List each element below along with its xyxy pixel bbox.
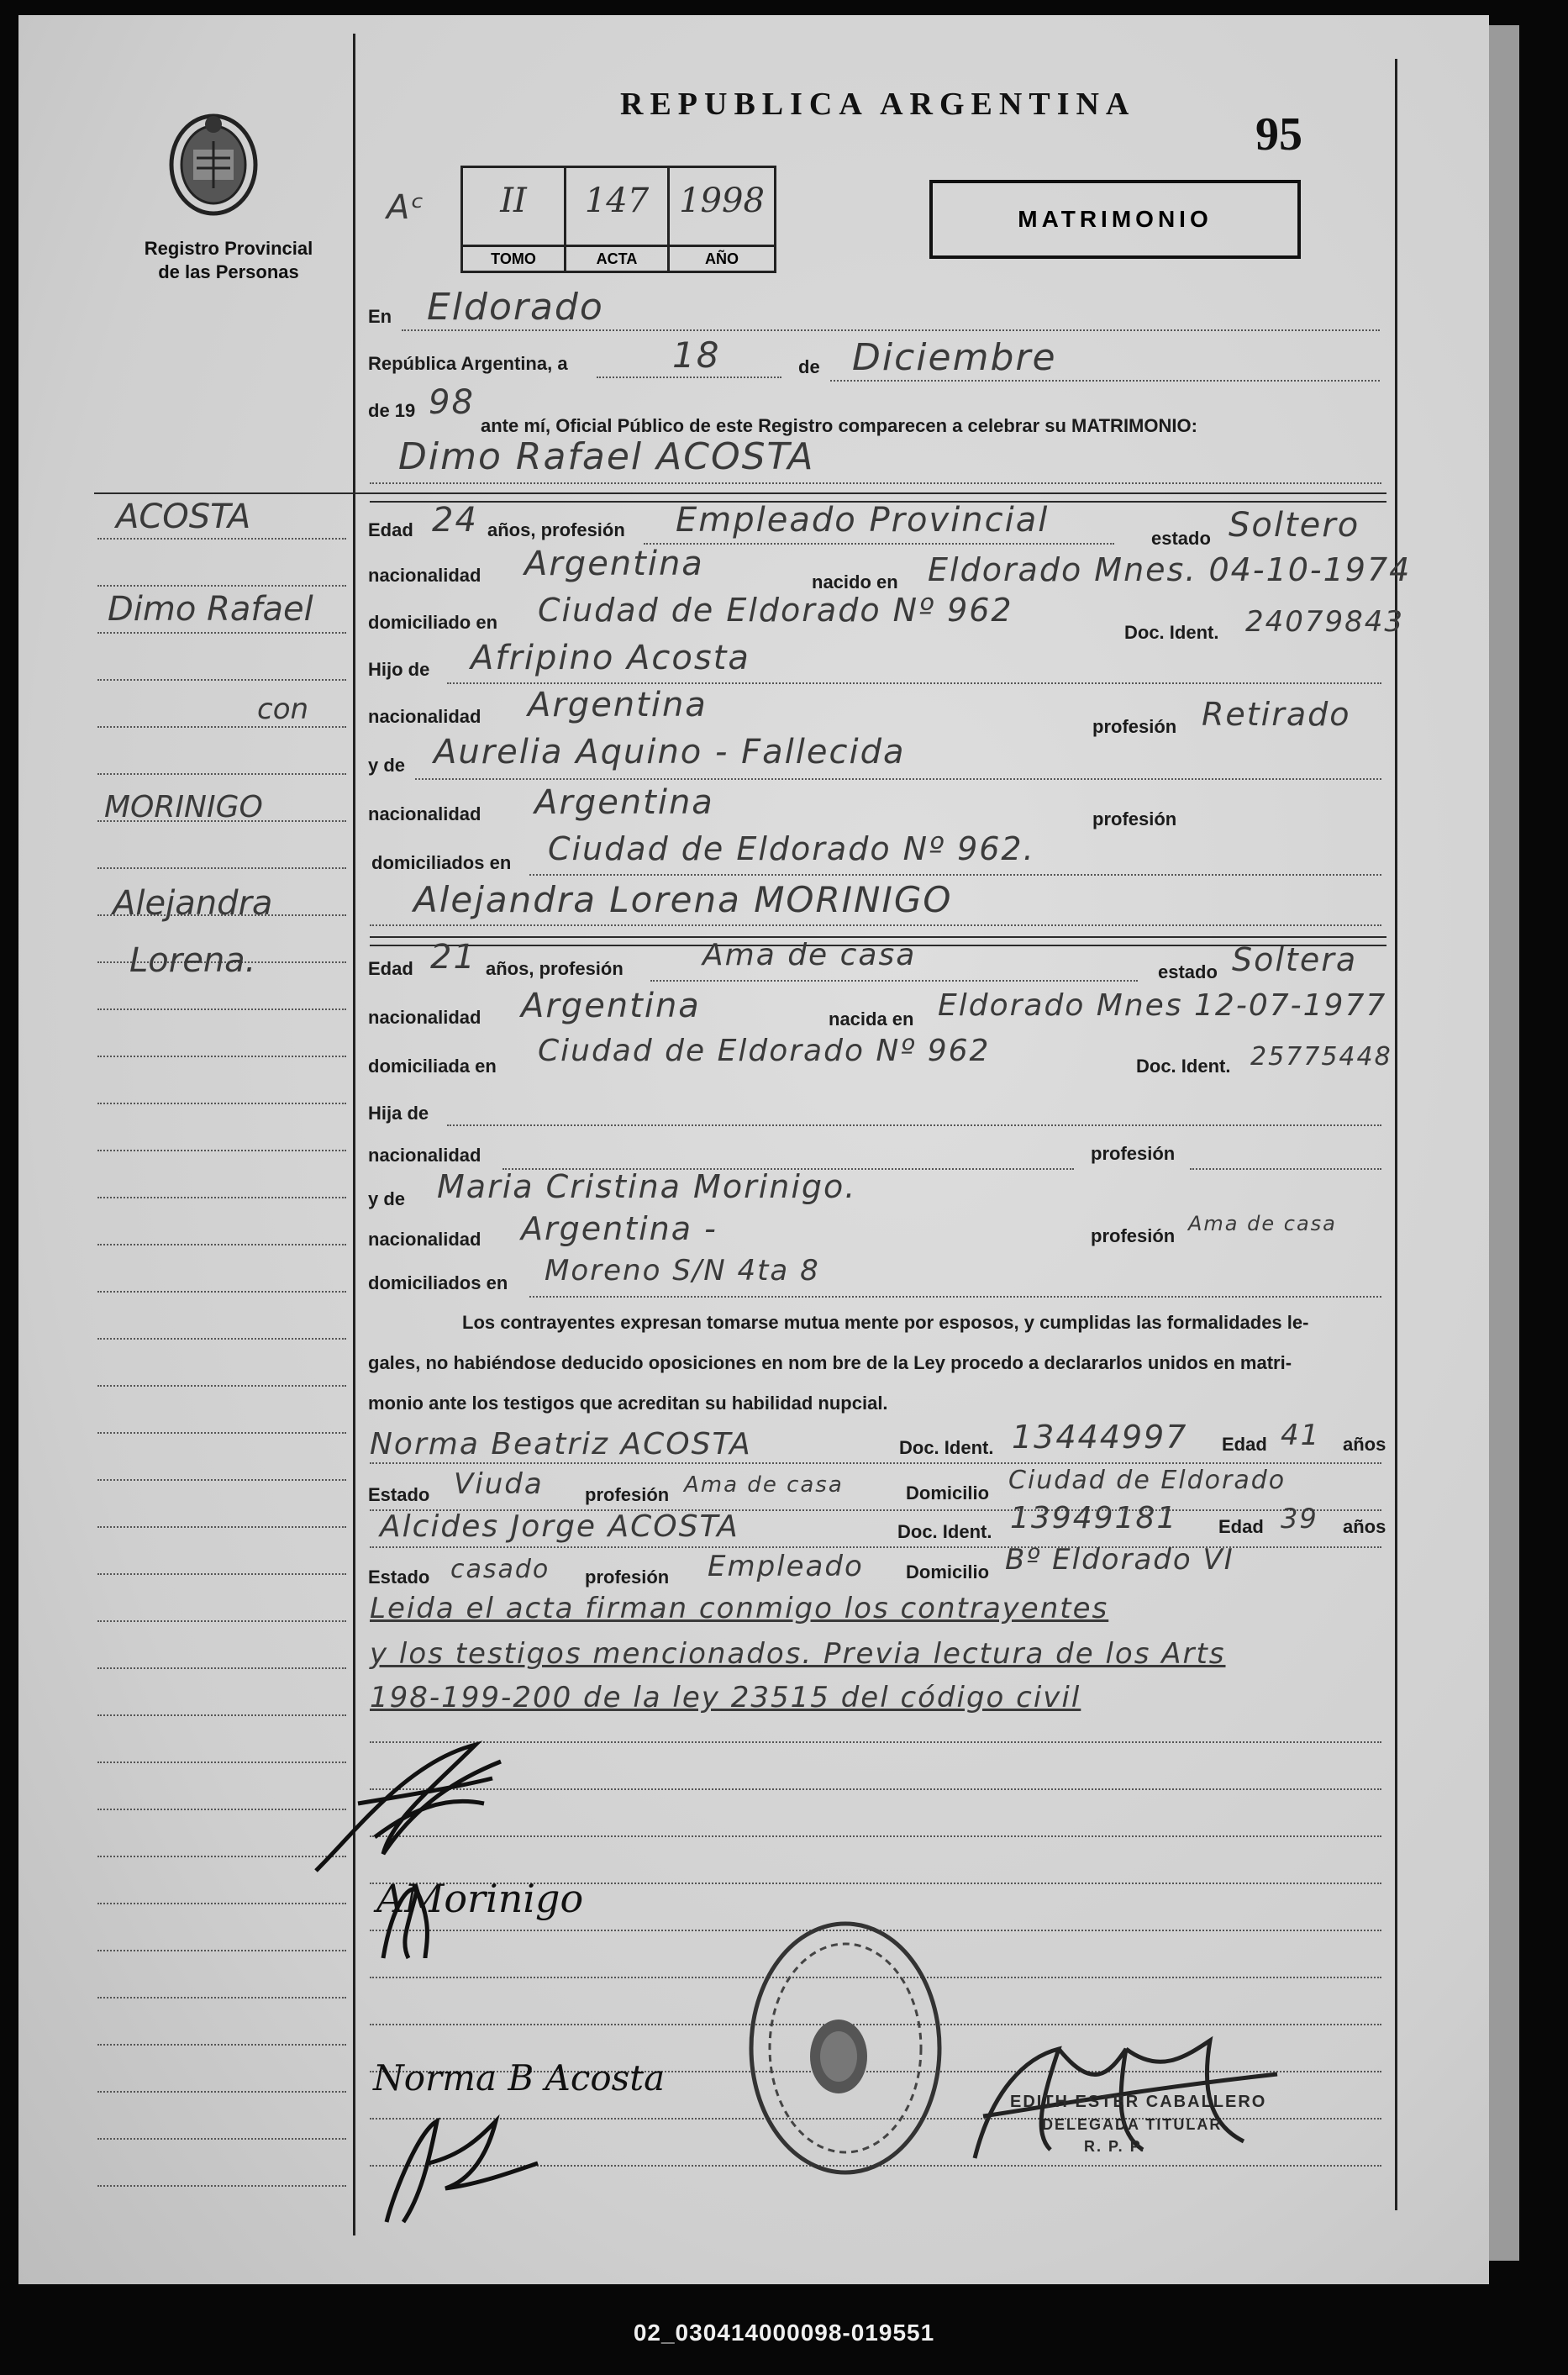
folio-number: 95 bbox=[1255, 108, 1302, 161]
officer-office: R. P. P. bbox=[1084, 2138, 1146, 2155]
ruled-line bbox=[370, 1741, 1381, 1743]
signature-witness-2 bbox=[370, 2104, 555, 2230]
s2-dom-label: domiciliada en bbox=[368, 1056, 497, 1077]
month-value: Diciembre bbox=[852, 336, 1057, 379]
tomo-label: TOMO bbox=[463, 245, 564, 271]
margin-given-2a: Alejandra bbox=[113, 884, 273, 923]
s2-mother-prof: Ama de casa bbox=[1188, 1212, 1337, 1235]
country-title: REPUBLICA ARGENTINA bbox=[620, 87, 1136, 122]
margin-ruled-line bbox=[97, 773, 346, 775]
w1-age: 41 bbox=[1281, 1419, 1321, 1452]
officer-title: DELEGADA TITULAR bbox=[1042, 2116, 1223, 2133]
margin-ruled-line bbox=[97, 1150, 346, 1151]
tomo-cell bbox=[463, 168, 566, 271]
w2-prof-label: profesión bbox=[585, 1567, 670, 1588]
section-divider bbox=[94, 492, 1386, 494]
s1-mother-prof-label: profesión bbox=[1092, 808, 1177, 829]
margin-ruled-line bbox=[97, 1338, 346, 1340]
ruled-line bbox=[370, 1788, 1381, 1790]
s2-parents-dom-label: domiciliados en bbox=[368, 1272, 508, 1293]
acta-cell bbox=[566, 168, 670, 271]
margin-ruled-line bbox=[97, 1620, 346, 1622]
year-prefix-label: de 19 bbox=[368, 400, 416, 421]
margin-ruled-line bbox=[97, 1432, 346, 1434]
book-page-edge bbox=[1489, 25, 1519, 2261]
s1-father: Afripino Acosta bbox=[471, 639, 750, 677]
s1-born-label: nacido en bbox=[812, 571, 898, 592]
ano-value: 1998 bbox=[679, 182, 765, 220]
s2-nationality: Argentina bbox=[521, 987, 701, 1025]
w2-estado-label: Estado bbox=[368, 1567, 430, 1588]
margin-ruled-line bbox=[97, 1056, 346, 1057]
s1-profession: Empleado Provincial bbox=[676, 501, 1050, 540]
s2-anos-label: años, profesión bbox=[486, 958, 624, 979]
w1-name: Norma Beatriz ACOSTA bbox=[370, 1427, 752, 1461]
s2-domicile: Ciudad de Eldorado Nº 962 bbox=[538, 1034, 991, 1068]
right-margin-rule bbox=[1395, 59, 1397, 2210]
day-value: 18 bbox=[672, 334, 721, 376]
s2-edad-label: Edad bbox=[368, 958, 413, 979]
s2-father-line bbox=[447, 1124, 1381, 1126]
s2-estado-label: estado bbox=[1158, 961, 1218, 982]
w1-edad-label: Edad bbox=[1222, 1434, 1267, 1455]
margin-ruled-line bbox=[97, 1291, 346, 1293]
s2-yde-label: y de bbox=[368, 1188, 406, 1209]
margin-given-1: Dimo Rafael bbox=[108, 590, 313, 629]
margin-ruled-line bbox=[97, 1103, 346, 1104]
margin-ruled-line bbox=[97, 1197, 346, 1198]
s1-father-prof: Retirado bbox=[1202, 696, 1351, 733]
margin-ruled-line bbox=[97, 1714, 346, 1716]
margin-ruled-line bbox=[97, 538, 346, 540]
s2-father-nac-label: nacionalidad bbox=[368, 1145, 481, 1166]
ruled-line bbox=[370, 1835, 1381, 1837]
s2-born-label: nacida en bbox=[829, 1008, 914, 1030]
spouse1-full-name: Dimo Rafael ACOSTA bbox=[398, 435, 815, 478]
legal-line-1: Los contrayentes expresan tomarse mutua mente por esposos, y cumplidas las formalidades le- bbox=[462, 1312, 1309, 1333]
s2-doc: 25775448 bbox=[1250, 1042, 1392, 1072]
margin-surname-1: ACOSTA bbox=[116, 498, 251, 536]
w1-doc: 13444997 bbox=[1012, 1419, 1188, 1456]
tomo-value: II bbox=[500, 182, 527, 220]
w2-estado: casado bbox=[450, 1555, 550, 1584]
annotation-mark: Aᶜ bbox=[387, 188, 426, 227]
acta-value: 147 bbox=[584, 182, 650, 220]
margin-given-2b: Lorena. bbox=[129, 941, 256, 980]
margin-ruled-line bbox=[97, 1667, 346, 1669]
w2-dom-label: Domicilio bbox=[906, 1561, 990, 1582]
w1-prof-label: profesión bbox=[585, 1484, 670, 1505]
s1-yde-label: y de bbox=[368, 755, 406, 776]
s2-mother-nac-label: nacionalidad bbox=[368, 1229, 481, 1250]
official-seal-stamp bbox=[745, 1918, 946, 2178]
image-caption: 02_030414000098-019551 bbox=[633, 2320, 935, 2346]
margin-ruled-line bbox=[97, 1573, 346, 1575]
w2-anos-label: años bbox=[1343, 1516, 1386, 1537]
closing-line-2: y los testigos mencionados. Previa lectura de los Arts bbox=[370, 1637, 1226, 1671]
margin-ruled-line bbox=[97, 2138, 346, 2140]
s1-born: Eldorado Mnes. 04-10-1974 bbox=[928, 551, 1412, 588]
margin-surname-2: MORINIGO bbox=[104, 790, 263, 824]
s2-hija-label: Hija de bbox=[368, 1103, 429, 1124]
s1-hijo-label: Hijo de bbox=[368, 659, 430, 680]
s1-nationality: Argentina bbox=[524, 545, 704, 583]
margin-ruled-line bbox=[97, 1479, 346, 1481]
margin-ruled-line bbox=[97, 1950, 346, 1951]
s1-father-nac-label: nacionalidad bbox=[368, 706, 481, 727]
w1-estado-label: Estado bbox=[368, 1484, 430, 1505]
closing-line-3: 198-199-200 de la ley 23515 del código civil bbox=[370, 1681, 1081, 1714]
registry-name: Registro Provincial de las Personas bbox=[144, 238, 313, 282]
spouse2-full-name: Alejandra Lorena MORINIGO bbox=[413, 879, 953, 920]
margin-ruled-line bbox=[97, 679, 346, 681]
s2-parents-dom: Moreno S/N 4ta 8 bbox=[545, 1254, 820, 1288]
legal-line-2: gales, no habiéndose deducido oposiciones en nom bre de la Ley procedo a declararlos unidos en matri- bbox=[368, 1352, 1292, 1373]
margin-ruled-line bbox=[97, 2185, 346, 2187]
margin-ruled-line bbox=[97, 1997, 346, 1998]
s1-mother-nac-label: nacionalidad bbox=[368, 803, 481, 824]
margin-ruled-line bbox=[97, 1526, 346, 1528]
s1-estado-label: estado bbox=[1151, 528, 1211, 549]
s2-estado: Soltera bbox=[1232, 941, 1358, 978]
margin-ruled-line bbox=[97, 1244, 346, 1245]
s1-edad-label: Edad bbox=[368, 519, 413, 540]
s1-doc: 24079843 bbox=[1245, 605, 1405, 639]
w2-age: 39 bbox=[1281, 1503, 1318, 1535]
w2-name: Alcides Jorge ACOSTA bbox=[380, 1509, 739, 1544]
w2-doc-label: Doc. Ident. bbox=[897, 1521, 992, 1542]
s1-father-nat: Argentina bbox=[528, 686, 708, 724]
legal-line-3: monio ante los testigos que acreditan su habilidad nupcial. bbox=[368, 1393, 888, 1414]
s1-estado: Soltero bbox=[1229, 506, 1360, 545]
s1-nac-label: nacionalidad bbox=[368, 565, 481, 586]
s1-mother-nat: Argentina bbox=[534, 783, 714, 822]
left-margin-rule bbox=[353, 34, 355, 2235]
year-value: 98 bbox=[429, 383, 475, 422]
signature-witness-1: Norma B Acosta bbox=[373, 2057, 666, 2099]
margin-ruled-line bbox=[97, 1903, 346, 1904]
s2-father-prof-label: profesión bbox=[1091, 1143, 1176, 1164]
w1-profession: Ama de casa bbox=[684, 1472, 844, 1498]
w2-profession: Empleado bbox=[708, 1550, 864, 1583]
record-type-box: MATRIMONIO bbox=[929, 180, 1301, 259]
s1-mother: Aurelia Aquino - Fallecida bbox=[434, 733, 906, 771]
provincial-coat-of-arms-icon bbox=[165, 108, 262, 219]
w1-estado: Viuda bbox=[454, 1467, 544, 1501]
signature-spouse-2: AMorinigo bbox=[376, 1876, 584, 1921]
s1-father-prof-label: profesión bbox=[1092, 716, 1177, 737]
place-value: Eldorado bbox=[427, 286, 604, 329]
s2-doc-label: Doc. Ident. bbox=[1136, 1056, 1231, 1077]
w1-domicile: Ciudad de Eldorado bbox=[1008, 1466, 1286, 1495]
s1-domicile: Ciudad de Eldorado Nº 962 bbox=[538, 592, 1013, 629]
s2-age: 21 bbox=[430, 938, 476, 977]
margin-ruled-line bbox=[97, 2044, 346, 2046]
margin-ruled-line bbox=[97, 632, 346, 634]
s2-born: Eldorado Mnes 12-07-1977 bbox=[938, 988, 1387, 1023]
s2-nac-label: nacionalidad bbox=[368, 1007, 481, 1028]
de-label: de bbox=[798, 356, 820, 377]
s2-profession: Ama de casa bbox=[702, 938, 917, 972]
margin-ruled-line bbox=[97, 726, 346, 728]
s1-age: 24 bbox=[432, 501, 478, 540]
margin-con: con bbox=[257, 692, 309, 726]
s1-parents-dom-label: domiciliados en bbox=[371, 852, 512, 873]
s1-dom-label: domiciliado en bbox=[368, 612, 498, 633]
w2-domicile: Bº Eldorado VI bbox=[1005, 1543, 1234, 1577]
margin-ruled-line bbox=[97, 867, 346, 869]
appear-text: ante mí, Oficial Público de este Registro comparecen a celebrar su MATRIMONIO: bbox=[481, 415, 1197, 436]
w2-doc: 13949181 bbox=[1010, 1501, 1178, 1535]
w1-doc-label: Doc. Ident. bbox=[899, 1437, 994, 1458]
en-label: En bbox=[368, 306, 392, 327]
s2-mother: Maria Cristina Morinigo. bbox=[437, 1168, 857, 1205]
s1-doc-label: Doc. Ident. bbox=[1124, 622, 1219, 643]
legal-paragraph bbox=[368, 1309, 1388, 1417]
s1-parents-dom: Ciudad de Eldorado Nº 962. bbox=[548, 830, 1035, 867]
republica-label: República Argentina, a bbox=[368, 353, 568, 374]
margin-ruled-line bbox=[97, 585, 346, 587]
tomo-acta-ano-box bbox=[460, 166, 776, 273]
officer-name: EDITH ESTER CABALLERO bbox=[1010, 2093, 1267, 2111]
s1-anos-label: años, profesión bbox=[487, 519, 625, 540]
acta-label: ACTA bbox=[566, 245, 667, 271]
w1-anos-label: años bbox=[1343, 1434, 1386, 1455]
s2-mother-nat: Argentina - bbox=[521, 1210, 718, 1247]
s2-mother-prof-label: profesión bbox=[1091, 1225, 1176, 1246]
margin-ruled-line bbox=[97, 1385, 346, 1387]
ano-label: AÑO bbox=[670, 245, 774, 271]
closing-line-1: Leida el acta firman conmigo los contrayentes bbox=[370, 1592, 1109, 1625]
ano-cell bbox=[670, 168, 774, 271]
signature-spouse-1 bbox=[308, 1728, 509, 1879]
margin-ruled-line bbox=[97, 2091, 346, 2093]
w2-edad-label: Edad bbox=[1218, 1516, 1264, 1537]
margin-ruled-line bbox=[97, 1008, 346, 1010]
w1-dom-label: Domicilio bbox=[906, 1482, 990, 1503]
